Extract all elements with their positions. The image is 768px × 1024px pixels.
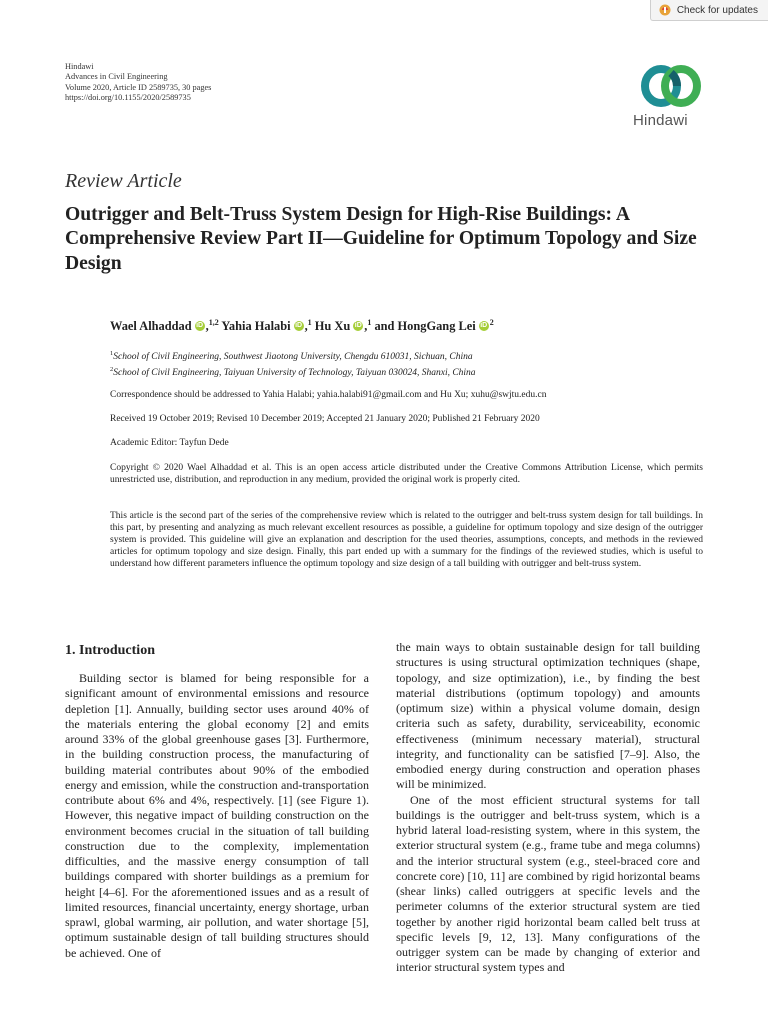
hindawi-logo xyxy=(633,62,713,134)
journal-name-line: Advances in Civil Engineering xyxy=(65,72,168,82)
copyright-notice: Copyright © 2020 Wael Alhaddad et al. This is an open access article distributed under the Creative Commons Attribution License, which permits unrestricted use, distribution, and reproduction in any medium, provided the original work is properly cited. xyxy=(110,463,703,486)
doi-link[interactable]: https://doi.org/10.1155/2020/2589735 xyxy=(65,93,191,103)
orcid-icon[interactable]: iD xyxy=(196,322,204,330)
author-name[interactable]: Wael Alhaddad xyxy=(110,319,192,334)
academic-editor: Academic Editor: Tayfun Dede xyxy=(110,438,229,448)
section-heading: 1. Introduction xyxy=(65,643,155,658)
affiliation: $^1$School of Civil Engineering, Southwest Jiaotong University, Chengdu 610031, Sichuan, China xyxy=(110,350,473,363)
logo-text: Hindawi xyxy=(633,112,688,129)
publication-dates: Received 19 October 2019; Revised 10 December 2019; Accepted 21 January 2020; Published 21 February 2020 xyxy=(110,414,540,424)
author-affiliation-sup: 2 xyxy=(489,318,494,327)
affiliations xyxy=(110,348,476,380)
article-title: Outrigger and Belt-Truss System Design for High-Rise Buildings: A Comprehensive Review Part II—Guideline for Optimum Topology and Size Design xyxy=(65,204,697,274)
affiliation: $^2$School of Civil Engineering, Taiyuan University of Technology, Taiyuan 030024, Shanxi, China xyxy=(110,365,476,378)
correspondence: Correspondence should be addressed to Yahia Halabi; yahia.halabi91@gmail.com and Hu Xu; xuhu@swjtu.edu.cn xyxy=(110,390,547,400)
publisher-line: Hindawi xyxy=(65,62,94,71)
author-affiliation-sup: 1,2 xyxy=(208,318,219,327)
paragraph: One of the most efficient structural systems for tall buildings is the outrigger and belt-truss system, which is a hybrid lateral load-resisting system, where in this system, the exterior structural system (e.g., frame tube and mega columns) and the interior structural system (e.g., steel-braced core and concrete core) [10, 11] are combined by rigid horizontal beams (shear links) called outriggers at specific levels and the perimeter columns of the exterior structural system are tied together by another rigid horizontal beam called belt truss at specific levels [9, 12, 13]. Many configurations of the outrigger system can be made by changing of exterior and interior structural system types and xyxy=(396,792,700,975)
journal-info xyxy=(65,62,211,104)
article-type: Review Article xyxy=(65,170,182,192)
author-affiliation-sup: 1 xyxy=(307,318,312,327)
author-affiliation-sup: 1 xyxy=(367,318,372,327)
check-for-updates-label: Check for updates xyxy=(676,4,758,16)
volume-line: Volume 2020, Article ID 2589735, 30 pages xyxy=(65,82,212,92)
paragraph: Building sector is blamed for being responsible for a significant amount of environmental emissions and resource depletion [1]. Annually, building sector uses around 40% of the materials entering the global economy [2] and emits around 33% of the global greenhouse gases [3]. Furthermore, in the building construction process, the manufacturing of building material contributes about 90% of the embodied energy and emission, while the construction and-transportation contribute about 6% and 4%, respectively. [1] (see Figure 1). However, this negative impact of building construction on the environment becomes crucial in the situation of tall building construction due to the complexity, implementation difficulties, and the massive energy consumption of tall buildings compared with shorter buildings as a premium for height [4–6]. For the aforementioned issues and as a result of limited resources, financial uncertainty, energy shortage, urban sprawl, global warming, air pollution, and water shortage [5], optimum sustainable design of tall building structures should be achieved. One of xyxy=(65,671,369,960)
left-column xyxy=(65,671,369,961)
author-name[interactable]: HongGang Lei xyxy=(397,319,476,334)
crossmark-icon xyxy=(659,4,671,16)
hindawi-logo-icon xyxy=(638,62,704,110)
abstract: This article is the second part of the series of the comprehensive review which is related to the outrigger and belt-truss system design for tall buildings. In this part, by presenting and analyzing as much relevant excellent resources as possible, a guideline for optimum topology and size design of the outrigger system is provided. This guideline will give an explanation and description for the used theories, assumptions, concepts, and methods in the reviewed articles for optimum topology and size design. Finally, this part ended up with a summary for the findings of the reviewed studies, which is useful to understand how different parameters influence the optimum topology and size design of a tall building with outrigger and belt-truss system. xyxy=(110,511,703,570)
orcid-icon[interactable]: iD xyxy=(354,322,362,330)
paragraph: the main ways to obtain sustainable design for tall building structures is using structural optimization techniques (shape, topology, and size optimization), i.e., by finding the best material distributions (optimum topology) and amounts (optimum size) within a physical volume domain, design criteria such as safety, durability, serviceability, economic effectiveness (minimum necessary material), structural integrity, and functionality can be satisfied [7–9]. Also, the embodied energy during construction and operation phases will be minimized. xyxy=(396,640,700,792)
orcid-icon[interactable]: iD xyxy=(295,322,303,330)
check-for-updates-badge[interactable] xyxy=(650,0,768,21)
author-name[interactable]: Yahia Halabi xyxy=(221,319,291,334)
author-list: Wael Alhaddad iD ,$^{1,2}$ Yahia Halabi iD ,$^1$ Hu Xu iD ,$^1$ and HongGang Lei iD $^2$ xyxy=(110,318,494,334)
orcid-icon[interactable]: iD xyxy=(480,322,488,330)
right-column xyxy=(396,640,700,976)
author-name[interactable]: Hu Xu xyxy=(314,319,351,334)
